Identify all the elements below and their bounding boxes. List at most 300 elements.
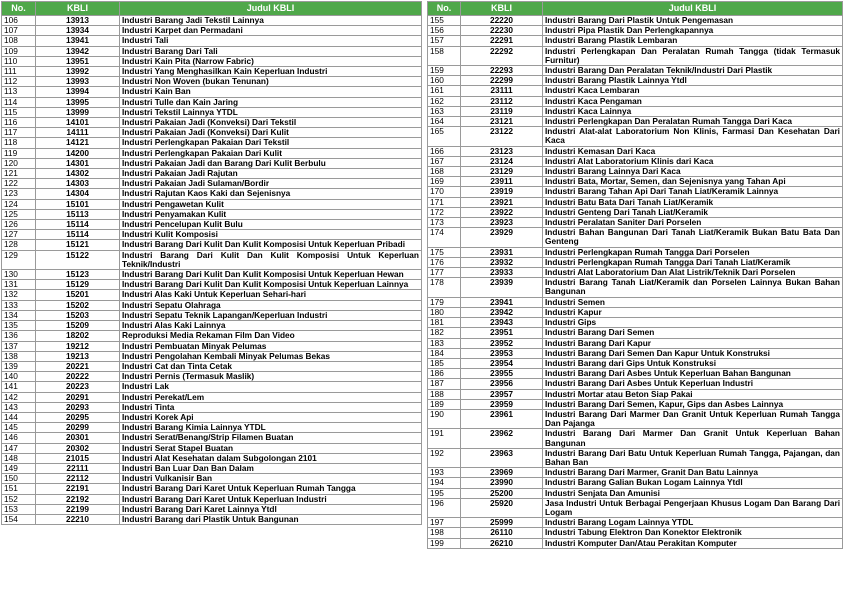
kbli-code: 15202	[36, 300, 120, 310]
row-number: 171	[428, 197, 461, 207]
row-number: 137	[2, 341, 36, 351]
table-row	[428, 106, 843, 116]
kbli-code: 22291	[461, 36, 543, 46]
row-number: 117	[2, 128, 36, 138]
kbli-title: Industri Cat dan Tinta Cetak	[120, 361, 422, 371]
row-number: 135	[2, 321, 36, 331]
table-row	[428, 518, 843, 528]
row-number: 116	[2, 118, 36, 128]
row-number: 110	[2, 56, 36, 66]
kbli-code: 19213	[36, 351, 120, 361]
table-row	[428, 399, 843, 409]
kbli-title: Jasa Industri Untuk Berbagai Pengerjaan Khusus Logam Dan Barang Dari Logam	[543, 498, 843, 517]
table-row	[428, 197, 843, 207]
kbli-title: Industri Barang Dari Semen, Kapur, Gips dan Asbes Lainnya	[543, 399, 843, 409]
kbli-code: 22199	[36, 504, 120, 514]
table-row	[428, 117, 843, 127]
kbli-title: Industri Serat/Benang/Strip Filamen Buatan	[120, 433, 422, 443]
table-header-row	[428, 2, 843, 16]
table-row	[428, 127, 843, 146]
table-row	[428, 488, 843, 498]
row-number: 118	[2, 138, 36, 148]
row-number: 113	[2, 87, 36, 97]
table-row	[2, 67, 422, 77]
kbli-code: 23933	[461, 268, 543, 278]
kbli-title: Industri Barang Tanah Liat/Keramik dan Porselen Lainnya Bukan Bahan Bangunan	[543, 278, 843, 297]
row-number: 183	[428, 338, 461, 348]
row-number: 124	[2, 199, 36, 209]
row-number: 186	[428, 369, 461, 379]
kbli-title: Industri Pencelupan Kulit Bulu	[120, 220, 422, 230]
kbli-code: 15201	[36, 290, 120, 300]
table-row	[428, 369, 843, 379]
kbli-code: 13951	[36, 56, 120, 66]
row-number: 127	[2, 230, 36, 240]
kbli-title: Industri Barang Dari Tali	[120, 46, 422, 56]
kbli-code: 22299	[461, 76, 543, 86]
table-row	[2, 56, 422, 66]
table-body-right	[428, 16, 843, 549]
kbli-code: 23957	[461, 389, 543, 399]
row-number: 165	[428, 127, 461, 146]
row-number: 109	[2, 46, 36, 56]
table-row	[428, 468, 843, 478]
kbli-code: 15123	[36, 270, 120, 280]
kbli-title: Industri Kaca Lembaran	[543, 86, 843, 96]
table-row	[428, 26, 843, 36]
row-number: 142	[2, 392, 36, 402]
table-row	[428, 146, 843, 156]
kbli-title: Industri Bata, Mortar, Semen, dan Sejenisnya yang Tahan Api	[543, 177, 843, 187]
kbli-code: 22111	[36, 463, 120, 473]
row-number: 160	[428, 76, 461, 86]
kbli-title: Industri Non Woven (bukan Tenunan)	[120, 77, 422, 87]
kbli-title: Industri Barang Dari Karet Untuk Keperluan Rumah Tangga	[120, 484, 422, 494]
kbli-title: Industri Pembuatan Minyak Pelumas	[120, 341, 422, 351]
row-number: 195	[428, 488, 461, 498]
kbli-title: Industri Barang Dari Marmer Dan Granit Untuk Keperluan Rumah Tangga Dan Pajanga	[543, 409, 843, 428]
kbli-code: 23122	[461, 127, 543, 146]
table-row	[428, 96, 843, 106]
kbli-code: 20295	[36, 412, 120, 422]
kbli-title: Industri Kaca Lainnya	[543, 106, 843, 116]
kbli-code: 18202	[36, 331, 120, 341]
table-row	[2, 118, 422, 128]
row-number: 178	[428, 278, 461, 297]
table-row	[2, 250, 422, 269]
row-number: 182	[428, 328, 461, 338]
row-number: 196	[428, 498, 461, 517]
kbli-title: Industri Sepatu Olahraga	[120, 300, 422, 310]
kbli-table-right	[427, 1, 843, 549]
table-row	[2, 484, 422, 494]
row-number: 121	[2, 169, 36, 179]
kbli-code: 20291	[36, 392, 120, 402]
table-row	[2, 463, 422, 473]
kbli-code: 15209	[36, 321, 120, 331]
row-number: 151	[2, 484, 36, 494]
kbli-code: 22191	[36, 484, 120, 494]
row-number: 180	[428, 307, 461, 317]
kbli-code: 23111	[461, 86, 543, 96]
kbli-title: Industri Pakaian Jadi (Konveksi) Dari Tekstil	[120, 118, 422, 128]
table-row	[2, 77, 422, 87]
kbli-title: Industri Senjata Dan Amunisi	[543, 488, 843, 498]
row-number: 146	[2, 433, 36, 443]
kbli-code: 14111	[36, 128, 120, 138]
kbli-title: Industri Alat Laboratorium Dan Alat Listrik/Teknik Dari Porselen	[543, 268, 843, 278]
header-kbli: KBLI	[36, 2, 120, 16]
row-number: 194	[428, 478, 461, 488]
row-number: 120	[2, 158, 36, 168]
kbli-title: Industri Barang Dari Semen	[543, 328, 843, 338]
kbli-code: 13993	[36, 77, 120, 87]
row-number: 140	[2, 372, 36, 382]
kbli-code: 15122	[36, 250, 120, 269]
kbli-code: 15114	[36, 230, 120, 240]
row-number: 173	[428, 218, 461, 228]
row-number: 147	[2, 443, 36, 453]
table-row	[2, 199, 422, 209]
kbli-title: Industri Perekat/Lem	[120, 392, 422, 402]
table-row	[2, 321, 422, 331]
kbli-title: Industri Pengawetan Kulit	[120, 199, 422, 209]
table-row	[2, 443, 422, 453]
kbli-title: Industri Rajutan Kaos Kaki dan Sejenisnya	[120, 189, 422, 199]
kbli-title: Industri Kaca Pengaman	[543, 96, 843, 106]
row-number: 162	[428, 96, 461, 106]
header-judul: Judul KBLI	[120, 2, 422, 16]
kbli-code: 13941	[36, 36, 120, 46]
table-body-left	[2, 16, 422, 525]
row-number: 149	[2, 463, 36, 473]
kbli-code: 23942	[461, 307, 543, 317]
table-row	[2, 310, 422, 320]
table-row	[428, 207, 843, 217]
table-row	[428, 409, 843, 428]
kbli-title: Industri Barang Dari Karet Untuk Keperluan Industri	[120, 494, 422, 504]
row-number: 184	[428, 348, 461, 358]
kbli-code: 23956	[461, 379, 543, 389]
kbli-title: Industri Barang Dari Marmer, Granit Dan Batu Lainnya	[543, 468, 843, 478]
kbli-title: Industri Barang Dari Marmer Dan Granit Untuk Keperluan Bahan Bangunan	[543, 429, 843, 448]
kbli-code: 23951	[461, 328, 543, 338]
kbli-title: Industri Barang dari Plastik Untuk Bangunan	[120, 514, 422, 524]
row-number: 125	[2, 209, 36, 219]
kbli-title: Industri Barang Plastik Lainnya Ytdl	[543, 76, 843, 86]
kbli-code: 20301	[36, 433, 120, 443]
kbli-code: 23922	[461, 207, 543, 217]
table-row	[428, 358, 843, 368]
table-row	[428, 46, 843, 65]
table-row	[428, 297, 843, 307]
row-number: 150	[2, 474, 36, 484]
kbli-code: 23919	[461, 187, 543, 197]
row-number: 106	[2, 16, 36, 26]
kbli-code: 20223	[36, 382, 120, 392]
row-number: 141	[2, 382, 36, 392]
kbli-code: 20302	[36, 443, 120, 453]
table-row	[2, 209, 422, 219]
table-row	[2, 280, 422, 290]
kbli-code: 14304	[36, 189, 120, 199]
kbli-code: 22112	[36, 474, 120, 484]
kbli-title: Industri Kapur	[543, 307, 843, 317]
kbli-code: 21015	[36, 453, 120, 463]
row-number: 174	[428, 228, 461, 247]
kbli-title: Industri Semen	[543, 297, 843, 307]
kbli-title: Industri Pipa Plastik Dan Perlengkapannya	[543, 26, 843, 36]
table-row	[428, 478, 843, 488]
row-number: 198	[428, 528, 461, 538]
row-number: 143	[2, 402, 36, 412]
kbli-title: Industri Barang Dari Plastik Untuk Pengemasan	[543, 16, 843, 26]
row-number: 169	[428, 177, 461, 187]
kbli-title: Industri Barang Dari Asbes Untuk Keperluan Industri	[543, 379, 843, 389]
kbli-title: Industri Barang Tahan Api Dari Tanah Liat/Keramik Lainnya	[543, 187, 843, 197]
kbli-title: Industri Perlengkapan Rumah Tangga Dari Tanah Liat/Keramik	[543, 257, 843, 267]
kbli-title: Industri Vulkanisir Ban	[120, 474, 422, 484]
table-row	[2, 179, 422, 189]
header-no: No.	[2, 2, 36, 16]
kbli-code: 25920	[461, 498, 543, 517]
table-row	[428, 448, 843, 467]
kbli-title: Industri Tinta	[120, 402, 422, 412]
table-row	[428, 218, 843, 228]
kbli-code: 15203	[36, 310, 120, 320]
kbli-code: 23929	[461, 228, 543, 247]
kbli-code: 13942	[36, 46, 120, 56]
kbli-title: Industri Perlengkapan Dan Peralatan Rumah Tangga (tidak Termasuk Furnitur)	[543, 46, 843, 65]
table-row	[2, 382, 422, 392]
table-header-row	[2, 2, 422, 16]
kbli-code: 22293	[461, 66, 543, 76]
kbli-title: Industri Alas Kaki Untuk Keperluan Sehari-hari	[120, 290, 422, 300]
kbli-code: 25999	[461, 518, 543, 528]
kbli-title: Industri Barang Dari Semen Dan Kapur Untuk Konstruksi	[543, 348, 843, 358]
kbli-code: 23129	[461, 167, 543, 177]
row-number: 170	[428, 187, 461, 197]
kbli-code: 23932	[461, 257, 543, 267]
kbli-code: 23921	[461, 197, 543, 207]
kbli-code: 14200	[36, 148, 120, 158]
table-row	[428, 228, 843, 247]
row-number: 145	[2, 423, 36, 433]
table-row	[2, 138, 422, 148]
table-row	[428, 389, 843, 399]
kbli-code: 23954	[461, 358, 543, 368]
kbli-title: Industri Ban Luar Dan Ban Dalam	[120, 463, 422, 473]
kbli-code: 14121	[36, 138, 120, 148]
kbli-code: 13934	[36, 26, 120, 36]
kbli-title: Industri Pakaian Jadi dan Barang Dari Kulit Berbulu	[120, 158, 422, 168]
table-row	[428, 257, 843, 267]
kbli-title: Industri Barang Dari Kulit Dan Kulit Komposisi Untuk Keperluan Teknik/Industri	[120, 250, 422, 269]
row-number: 129	[2, 250, 36, 269]
row-number: 136	[2, 331, 36, 341]
row-number: 122	[2, 179, 36, 189]
kbli-title: Industri Gips	[543, 318, 843, 328]
kbli-code: 20299	[36, 423, 120, 433]
table-row	[428, 66, 843, 76]
table-row	[2, 26, 422, 36]
kbli-code: 23119	[461, 106, 543, 116]
kbli-code: 23969	[461, 468, 543, 478]
table-row	[428, 76, 843, 86]
kbli-title: Industri Barang Dari Kulit Dan Kulit Komposisi Untuk Keperluan Hewan	[120, 270, 422, 280]
row-number: 197	[428, 518, 461, 528]
kbli-title: Industri Alat Laboratorium Klinis dari Kaca	[543, 156, 843, 166]
header-kbli: KBLI	[461, 2, 543, 16]
kbli-code: 15114	[36, 220, 120, 230]
row-number: 168	[428, 167, 461, 177]
table-row	[2, 220, 422, 230]
row-number: 155	[428, 16, 461, 26]
table-row	[2, 504, 422, 514]
kbli-title: Industri Barang Galian Bukan Logam Lainnya Ytdl	[543, 478, 843, 488]
header-judul: Judul KBLI	[543, 2, 843, 16]
kbli-title: Industri Tali	[120, 36, 422, 46]
row-number: 189	[428, 399, 461, 409]
kbli-title: Industri Serat Stapel Buatan	[120, 443, 422, 453]
kbli-code: 15101	[36, 199, 120, 209]
kbli-title: Industri Kain Ban	[120, 87, 422, 97]
table-row	[2, 87, 422, 97]
kbli-title: Industri Barang Dari Kulit Dan Kulit Komposisi Untuk Keperluan Lainnya	[120, 280, 422, 290]
kbli-code: 22192	[36, 494, 120, 504]
kbli-title: Industri Korek Api	[120, 412, 422, 422]
kbli-code: 23939	[461, 278, 543, 297]
kbli-code: 15129	[36, 280, 120, 290]
kbli-code: 15121	[36, 240, 120, 250]
row-number: 181	[428, 318, 461, 328]
row-number: 163	[428, 106, 461, 116]
table-row	[2, 16, 422, 26]
row-number: 166	[428, 146, 461, 156]
row-number: 179	[428, 297, 461, 307]
header-no: No.	[428, 2, 461, 16]
row-number: 191	[428, 429, 461, 448]
table-row	[2, 300, 422, 310]
row-number: 148	[2, 453, 36, 463]
table-row	[428, 338, 843, 348]
kbli-code: 23124	[461, 156, 543, 166]
row-number: 154	[2, 514, 36, 524]
row-number: 190	[428, 409, 461, 428]
row-number: 187	[428, 379, 461, 389]
row-number: 108	[2, 36, 36, 46]
row-number: 185	[428, 358, 461, 368]
table-row	[2, 351, 422, 361]
kbli-code: 23112	[461, 96, 543, 106]
kbli-title: Industri Barang Lainnya Dari Kaca	[543, 167, 843, 177]
kbli-title: Industri Tulle dan Kain Jaring	[120, 97, 422, 107]
kbli-table-left	[1, 1, 422, 525]
row-number: 128	[2, 240, 36, 250]
kbli-code: 22230	[461, 26, 543, 36]
row-number: 167	[428, 156, 461, 166]
row-number: 115	[2, 107, 36, 117]
kbli-title: Industri Barang Dan Peralatan Teknik/Industri Dari Plastik	[543, 66, 843, 76]
row-number: 157	[428, 36, 461, 46]
table-row	[428, 278, 843, 297]
kbli-title: Industri Tabung Elektron Dan Konektor Elektronik	[543, 528, 843, 538]
table-row	[2, 341, 422, 351]
table-row	[428, 156, 843, 166]
table-row	[428, 379, 843, 389]
kbli-code: 23961	[461, 409, 543, 428]
row-number: 159	[428, 66, 461, 76]
row-number: 199	[428, 538, 461, 548]
kbli-code: 20221	[36, 361, 120, 371]
table-row	[428, 187, 843, 197]
kbli-title: Industri Barang Dari Kulit Dan Kulit Komposisi Untuk Keperluan Pribadi	[120, 240, 422, 250]
kbli-code: 23943	[461, 318, 543, 328]
kbli-title: Industri Pakaian Jadi Rajutan	[120, 169, 422, 179]
kbli-title: Industri Barang Logam Lainnya YTDL	[543, 518, 843, 528]
kbli-code: 25200	[461, 488, 543, 498]
row-number: 144	[2, 412, 36, 422]
table-row	[428, 167, 843, 177]
kbli-code: 13994	[36, 87, 120, 97]
table-row	[2, 392, 422, 402]
row-number: 193	[428, 468, 461, 478]
kbli-code: 23990	[461, 478, 543, 488]
kbli-code: 23121	[461, 117, 543, 127]
row-number: 112	[2, 77, 36, 87]
kbli-code: 23953	[461, 348, 543, 358]
kbli-title: Industri Mortar atau Beton Siap Pakai	[543, 389, 843, 399]
kbli-code: 23963	[461, 448, 543, 467]
table-row	[2, 474, 422, 484]
table-row	[2, 46, 422, 56]
kbli-title: Industri Sepatu Teknik Lapangan/Keperluan Industri	[120, 310, 422, 320]
row-number: 192	[428, 448, 461, 467]
kbli-title: Industri Barang Kimia Lainnya YTDL	[120, 423, 422, 433]
table-row	[428, 177, 843, 187]
kbli-title: Industri Perlengkapan Pakaian Dari Kulit	[120, 148, 422, 158]
kbli-title: Industri Barang Jadi Tekstil Lainnya	[120, 16, 422, 26]
table-row	[2, 270, 422, 280]
table-row	[2, 331, 422, 341]
table-row	[2, 412, 422, 422]
table-row	[2, 402, 422, 412]
kbli-code: 23955	[461, 369, 543, 379]
row-number: 153	[2, 504, 36, 514]
kbli-code: 14301	[36, 158, 120, 168]
row-number: 172	[428, 207, 461, 217]
kbli-title: Industri Bahan Bangunan Dari Tanah Liat/Keramik Bukan Batu Bata Dan Genteng	[543, 228, 843, 247]
table-row	[2, 494, 422, 504]
kbli-title: Industri Penyamakan Kulit	[120, 209, 422, 219]
row-number: 164	[428, 117, 461, 127]
table-row	[2, 189, 422, 199]
row-number: 132	[2, 290, 36, 300]
kbli-title: Industri Lak	[120, 382, 422, 392]
table-row	[428, 538, 843, 548]
kbli-code: 23931	[461, 247, 543, 257]
row-number: 175	[428, 247, 461, 257]
kbli-code: 23952	[461, 338, 543, 348]
table-row	[428, 318, 843, 328]
table-row	[2, 169, 422, 179]
row-number: 152	[2, 494, 36, 504]
table-row	[428, 247, 843, 257]
kbli-title: Industri Barang Dari Batu Untuk Keperluan Rumah Tangga, Pajangan, dan Bahan Ban	[543, 448, 843, 467]
table-row	[2, 148, 422, 158]
table-row	[428, 429, 843, 448]
table-row	[2, 107, 422, 117]
